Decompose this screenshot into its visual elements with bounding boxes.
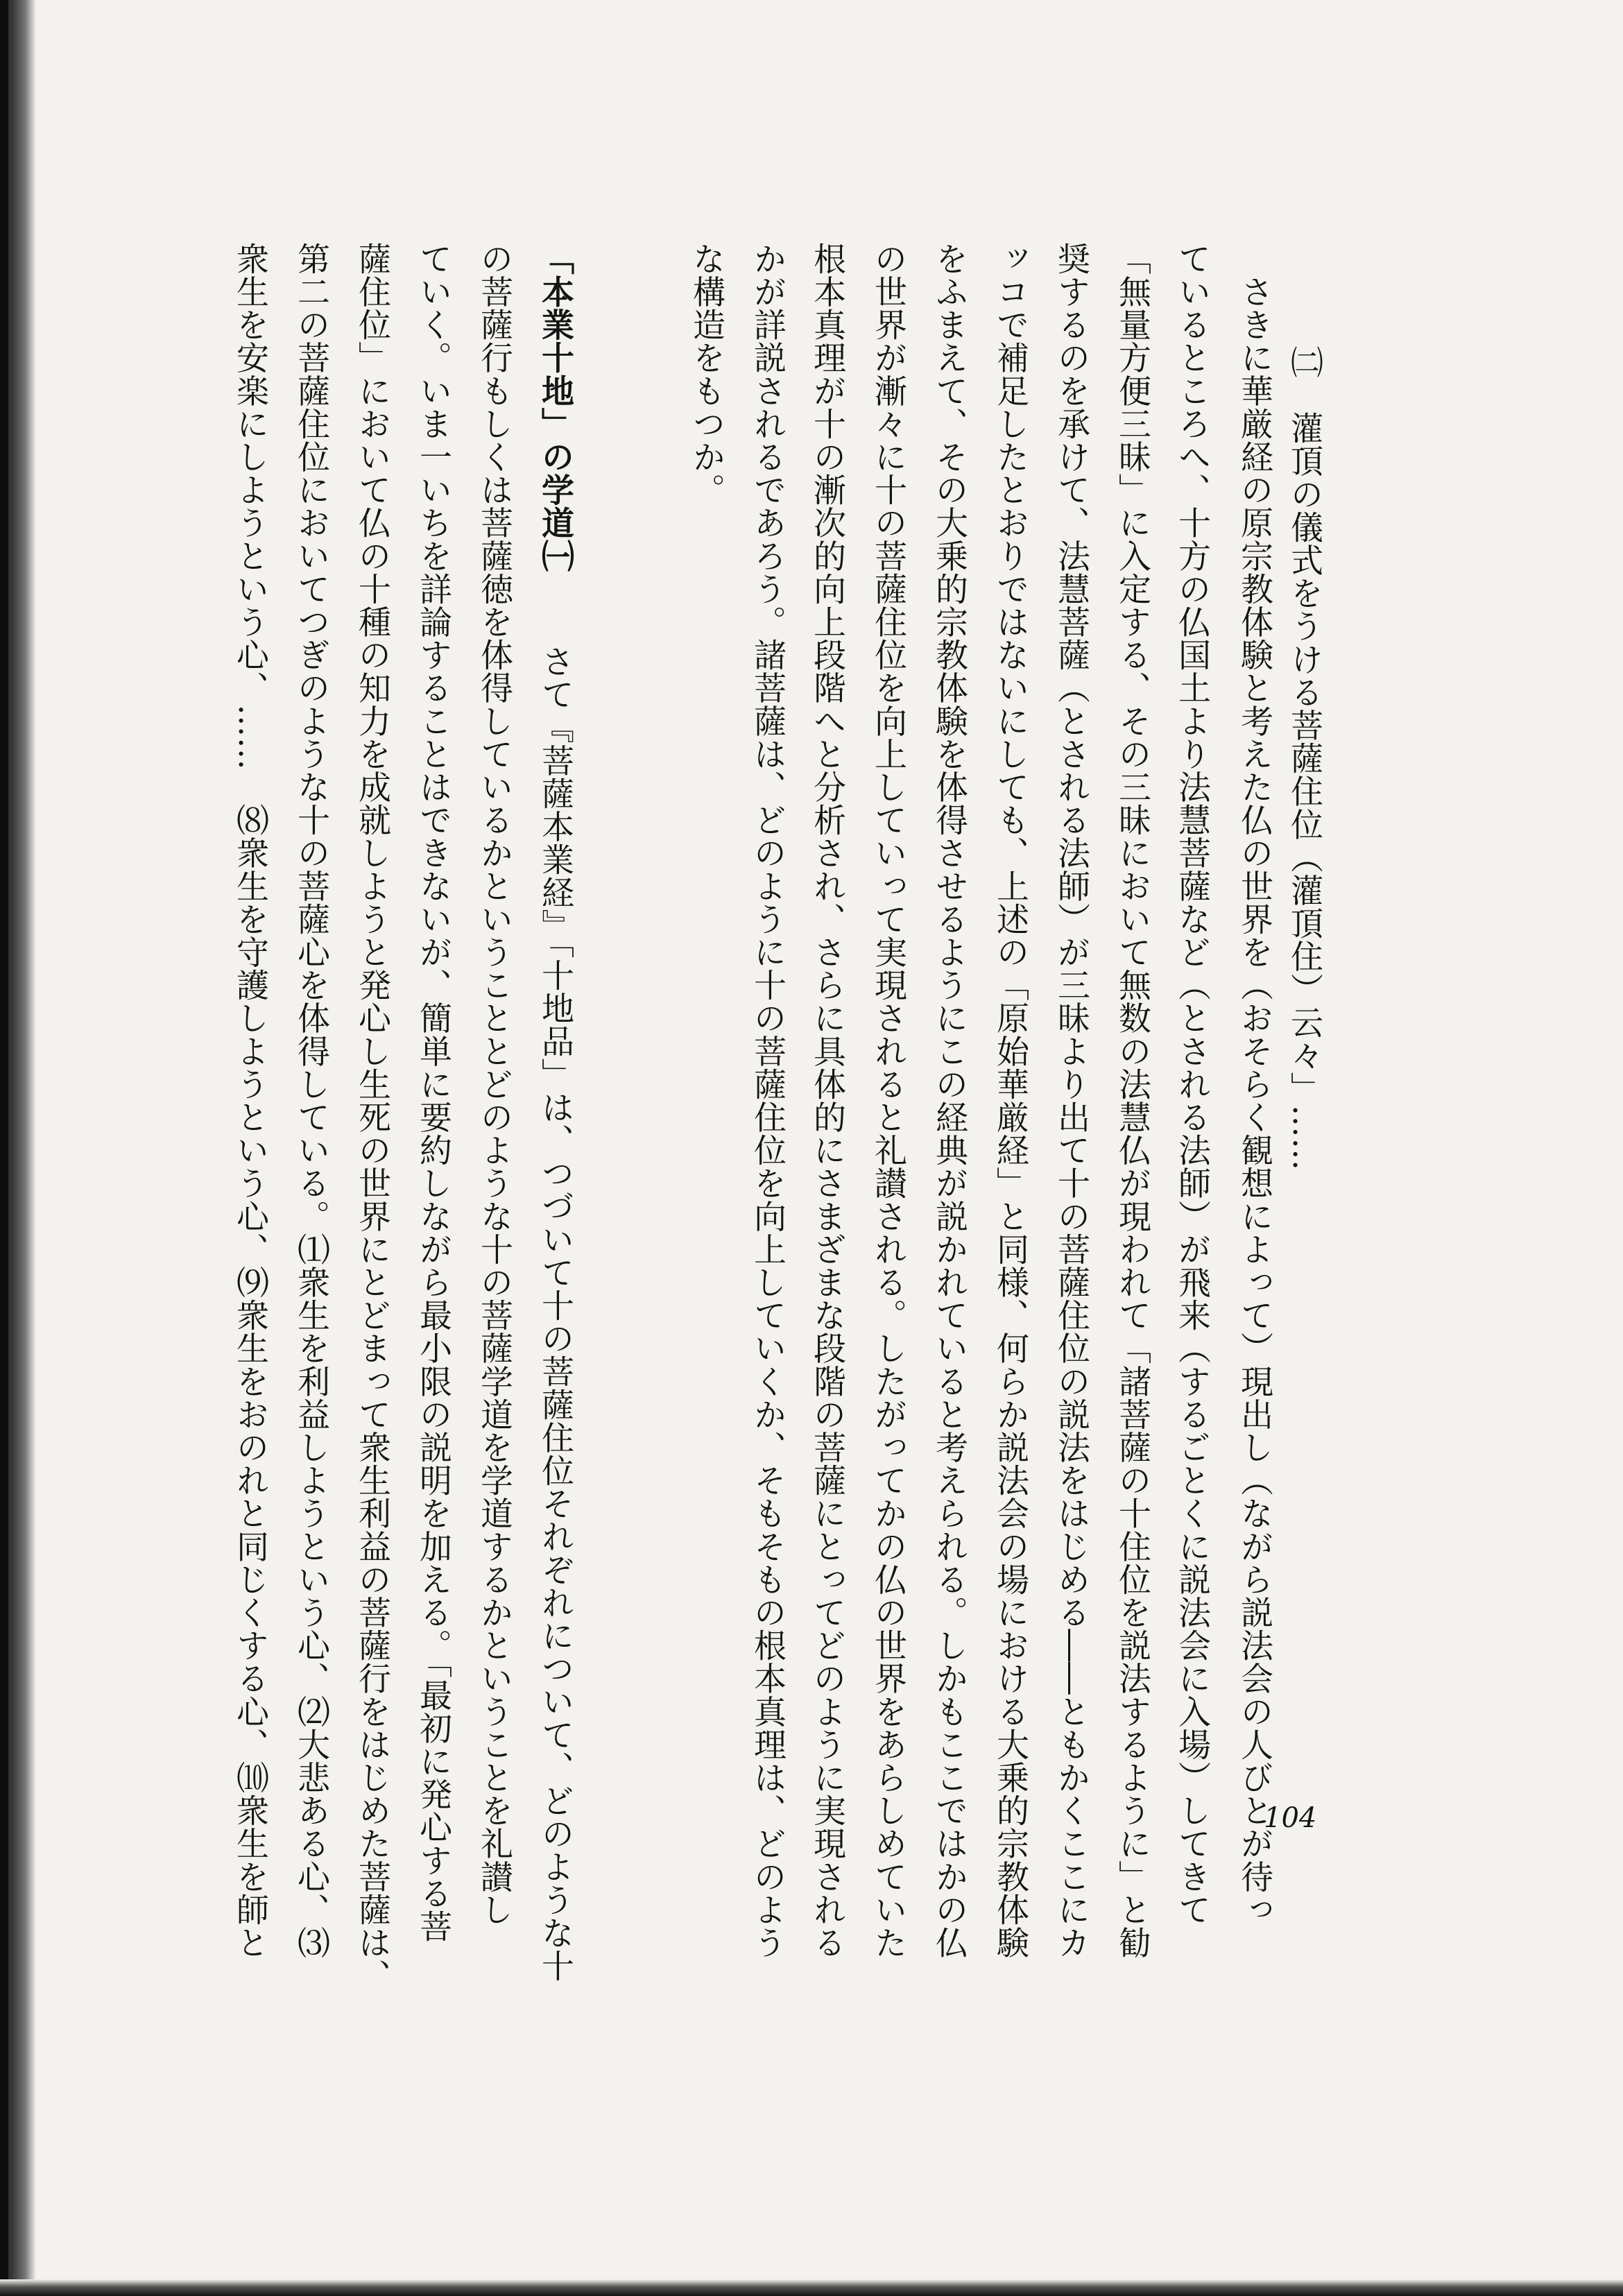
body-column-11: さて『菩薩本業経』「十地品」は、つづいて十の菩薩住位それぞれについて、どのような十	[536, 612, 574, 1982]
body-column-14: 薩住位」において仏の十種の知力を成就しようと発心し生死の世界にとどまって衆生利益の菩薩行をはじめた菩薩は、	[353, 242, 391, 1992]
body-column-7: の世界が漸々に十の菩薩住位を向上していって実現されると礼讃される。したがってかの仏の世界をあらしめていた	[869, 242, 907, 1960]
body-column-4: 奨するのを承けて、法慧菩薩（とされる法師）が三昧より出て十の菩薩住位の説法をはじめる――ともかくここにカ	[1052, 242, 1090, 1960]
body-column-1: さきに華厳経の原宗教体験と考えた仏の世界を（おそらく観想によって）現出し（ながら説法会の人びとが待っ	[1235, 242, 1273, 1926]
subsection-heading: ㈡ 灌頂の儀式をうける菩薩住位（灌頂住）云々」……	[1285, 345, 1323, 1171]
body-column-12: の菩薩行もしくは菩薩徳を体得しているかということとどのような十の菩薩学道を学道するかということを礼讃し	[475, 242, 513, 1926]
page-number: 104	[1264, 1802, 1317, 1834]
book-spine-edge	[0, 0, 8, 2296]
body-column-16: 衆生を安楽にしようという心、…… ⑻衆生を守護しようという心、⑼衆生をおのれと同じくする心、⑽衆生を師と	[231, 242, 269, 1960]
body-column-5: ッコで補足したとおりではないにしても、上述の「原始華厳経」と同様、何らか説法会の場における大乗的宗教体験	[991, 242, 1029, 1960]
body-column-9: かが詳説されるであろう。諸菩薩は、どのように十の菩薩住位を向上していくか、そもそもの根本真理は、どのよう	[748, 242, 787, 1960]
body-column-6: をふまえて、その大乗的宗教体験を体得させるようにこの経典が説かれていると考えられる。しかもここではかの仏	[930, 242, 968, 1960]
body-column-3: 「無量方便三昧」に入定する、その三昧において無数の法慧仏が現われて「諸菩薩の十住位を説法するように」と勧	[1113, 242, 1151, 1960]
body-column-10: な構造をもつか。	[687, 242, 725, 506]
body-column-8: 根本真理が十の漸次的向上段階へと分析され、さらに具体的にさまざまな段階の菩薩にとってどのように実現される	[808, 242, 846, 1960]
section-heading: 「本業十地」の学道㈠	[536, 242, 574, 572]
body-column-15: 第二の菩薩住位においてつぎのような十の菩薩心を体得している。⑴衆生を利益しようという心、⑵大悲ある心、⑶	[292, 242, 330, 1960]
page-bottom-edge	[0, 2279, 1623, 2296]
body-column-2: ているところへ、十方の仏国土より法慧菩薩など（とされる法師）が飛来（するごとくに説法会に入場）してきて	[1173, 242, 1211, 1926]
body-column-13: ていく。いま一いちを詳論することはできないが、簡単に要約しながら最小限の説明を加える。「最初に発心する菩	[414, 242, 452, 1943]
